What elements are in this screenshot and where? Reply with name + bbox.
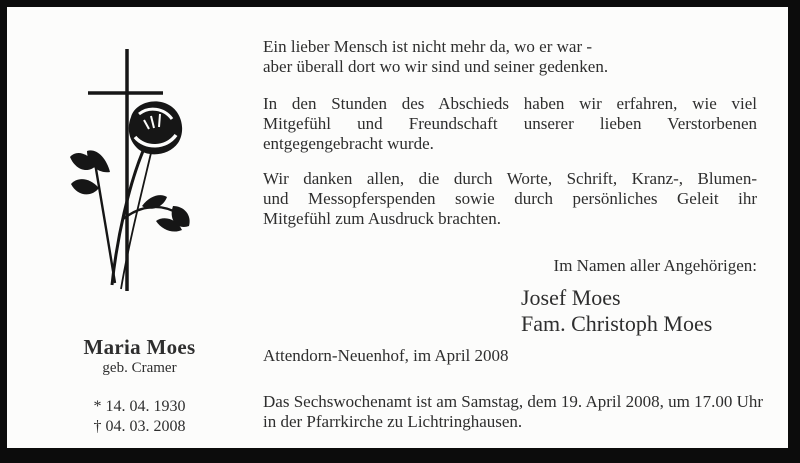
paragraph-line: Mitgefühl und Freundschaft unserer lieben Verstorbenen xyxy=(263,114,757,133)
paragraph-line: Wir danken allen, die durch Worte, Schrift, Kranz-, Blumen- xyxy=(263,169,757,188)
epigraph-line: aber überall dort wo wir sind und seiner gedenken. xyxy=(263,57,609,76)
attribution-line: Im Namen aller Angehörigen: xyxy=(553,256,757,275)
place-date-line: Attendorn-Neuenhof, im April 2008 xyxy=(263,346,509,365)
paragraph-line: In den Stunden des Abschieds haben wir erfahren, wie viel xyxy=(263,94,757,113)
epigraph xyxy=(263,37,757,77)
paragraph-line: und Messopferspenden sowie durch persönliches Geleit ihr xyxy=(263,189,757,208)
paragraph-line: entgegengebracht wurde. xyxy=(263,134,434,153)
cross-and-rose-icon xyxy=(65,45,215,295)
epigraph-line: Ein lieber Mensch ist nicht mehr da, wo er war - xyxy=(263,37,593,56)
life-dates xyxy=(32,397,247,436)
thanks-paragraph-1 xyxy=(263,94,757,154)
service-info-line: Das Sechswochenamt ist am Samstag, dem 19. April 2008, um 17.00 Uhr xyxy=(263,392,764,411)
thanks-paragraph-2 xyxy=(263,169,757,229)
signature-name: Josef Moes xyxy=(521,285,621,310)
service-info-line: in der Pfarrkirche zu Lichtringhausen. xyxy=(263,412,523,431)
signature-name: Fam. Christoph Moes xyxy=(521,311,713,336)
death-date: † 04. 03. 2008 xyxy=(93,417,186,435)
signatures xyxy=(521,285,712,337)
birth-date: * 14. 04. 1930 xyxy=(93,398,186,415)
paragraph-line: Mitgefühl zum Ausdruck brachten. xyxy=(263,209,501,228)
deceased-name: Maria Moes xyxy=(83,335,196,359)
service-info xyxy=(263,392,764,432)
maiden-name: geb. Cramer xyxy=(102,360,177,376)
